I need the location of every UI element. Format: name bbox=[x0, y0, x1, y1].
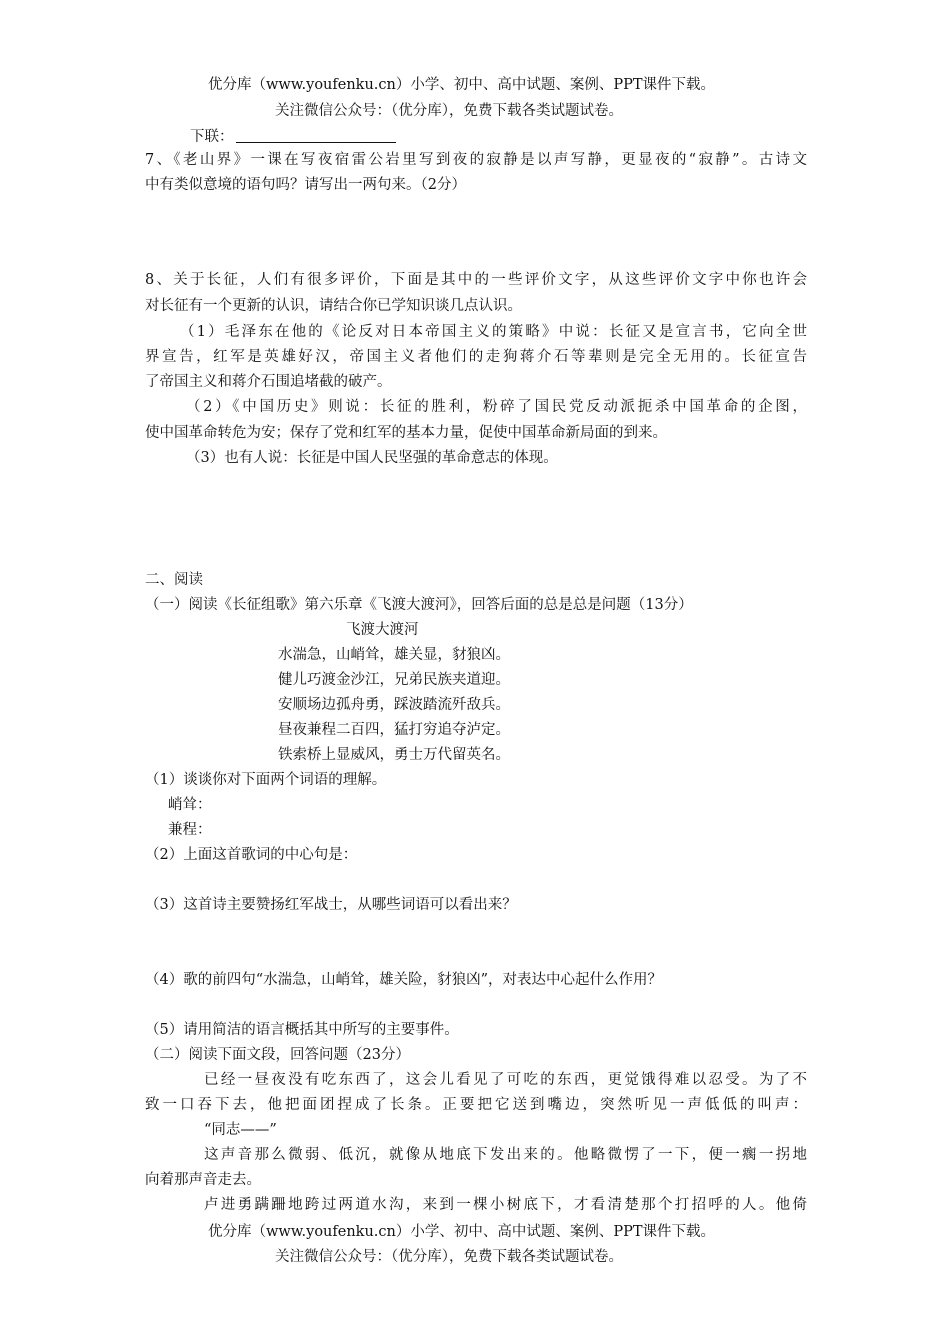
question-2: （2）上面这首歌词的中心句是： bbox=[145, 847, 358, 863]
xialian-line bbox=[190, 127, 396, 147]
q8-line-2: 对长征有一个更新的认识，请结合你已学知识谈几点认识。 bbox=[145, 298, 522, 314]
passage-line-5: 向着那声音走去。 bbox=[145, 1172, 261, 1188]
passage-line-2: 致一口吞下去，他把面团捏成了长条。正要把它送到嘴边，突然听见一声低低的叫声： bbox=[145, 1097, 807, 1113]
question-3: （3）这首诗主要赞扬红军战士，从哪些词语可以看出来？ bbox=[145, 897, 517, 913]
sec2-intro: （二）阅读下面文段，回答问题（23分） bbox=[145, 1047, 410, 1063]
q8-p3-line-1: （3）也有人说：长征是中国人民坚强的革命意志的体现。 bbox=[186, 450, 558, 466]
xialian-blank bbox=[236, 128, 396, 143]
sec1-intro: （一）阅读《长征组歌》第六乐章《飞渡大渡河》，回答后面的总是总是问题（13分） bbox=[145, 597, 693, 613]
q8-p1-line-3: 了帝国主义和蒋介石围追堵截的破产。 bbox=[145, 374, 392, 390]
question-4: （4）歌的前四句“水湍急，山峭耸，雄关险，豺狼凶”，对表达中心起什么作用？ bbox=[145, 972, 663, 988]
passage-line-3: “同志——” bbox=[204, 1122, 277, 1138]
question-1-a: 峭耸： bbox=[168, 797, 212, 813]
q8-p2-line-1: （2）《中国历史》则说：长征的胜利，粉碎了国民党反动派扼杀中国革命的企图， bbox=[186, 399, 807, 415]
q8-p1-line-2: 界宣告，红军是英雄好汉，帝国主义者他们的走狗蒋介石等辈则是完全无用的。长征宣告 bbox=[145, 349, 807, 365]
poem-line: 健儿巧渡金沙江，兄弟民族夹道迎。 bbox=[278, 672, 510, 688]
passage-line-1: 已经一昼夜没有吃东西了，这会儿看见了可吃的东西，更觉饿得难以忍受。为了不 bbox=[204, 1072, 807, 1088]
poem-line: 昼夜兼程二百四，猛打穷追夺泸定。 bbox=[278, 722, 510, 738]
poem-line: 安顺场边孤舟勇，踩波踏流歼敌兵。 bbox=[278, 697, 510, 713]
xialian-label: 下联： bbox=[190, 129, 234, 145]
poem-line: 水湍急，山峭耸，雄关显，豺狼凶。 bbox=[278, 647, 510, 663]
question-5: （5）请用简洁的语言概括其中所写的主要事件。 bbox=[145, 1022, 459, 1038]
q7-line-2: 中有类似意境的语句吗？请写出一两句来。（2分） bbox=[145, 177, 466, 193]
poem-line: 铁索桥上显威风，勇士万代留英名。 bbox=[278, 747, 510, 763]
q8-p1-line-1: （1）毛泽东在他的《论反对日本帝国主义的策略》中说：长征又是宣言书，它向全世 bbox=[180, 324, 807, 340]
footer-line-1: 优分库（www.youfenku.cn）小学、初中、高中试题、案例、PPT课件下载。 bbox=[208, 1224, 716, 1240]
question-1-b: 兼程： bbox=[168, 822, 212, 838]
q7-line-1: 7、《老山界》一课在写夜宿雷公岩里写到夜的寂静是以声写静，更显夜的“寂静”。古诗文 bbox=[145, 152, 807, 168]
poem-title: 飞渡大渡河 bbox=[346, 622, 419, 638]
footer-line-2: 关注微信公众号：（优分库），免费下载各类试题试卷。 bbox=[275, 1249, 623, 1265]
q8-line-1: 8、关于长征，人们有很多评价，下面是其中的一些评价文字，从这些评价文字中你也许会 bbox=[145, 272, 807, 288]
passage-line-4: 这声音那么微弱、低沉，就像从地底下发出来的。他略微愣了一下，便一瘸一拐地 bbox=[204, 1147, 807, 1163]
header-line-1: 优分库（www.youfenku.cn）小学、初中、高中试题、案例、PPT课件下载。 bbox=[208, 77, 716, 93]
q8-p2-line-2: 使中国革命转危为安；保存了党和红军的基本力量，促使中国革命新局面的到来。 bbox=[145, 425, 667, 441]
part2-heading: 二、阅读 bbox=[145, 572, 203, 588]
question-1: （1）谈谈你对下面两个词语的理解。 bbox=[145, 772, 387, 788]
passage-line-6: 卢进勇蹒跚地跨过两道水沟，来到一棵小树底下，才看清楚那个打招呼的人。他倚 bbox=[204, 1197, 807, 1213]
header-line-2: 关注微信公众号：（优分库），免费下载各类试题试卷。 bbox=[275, 103, 623, 119]
